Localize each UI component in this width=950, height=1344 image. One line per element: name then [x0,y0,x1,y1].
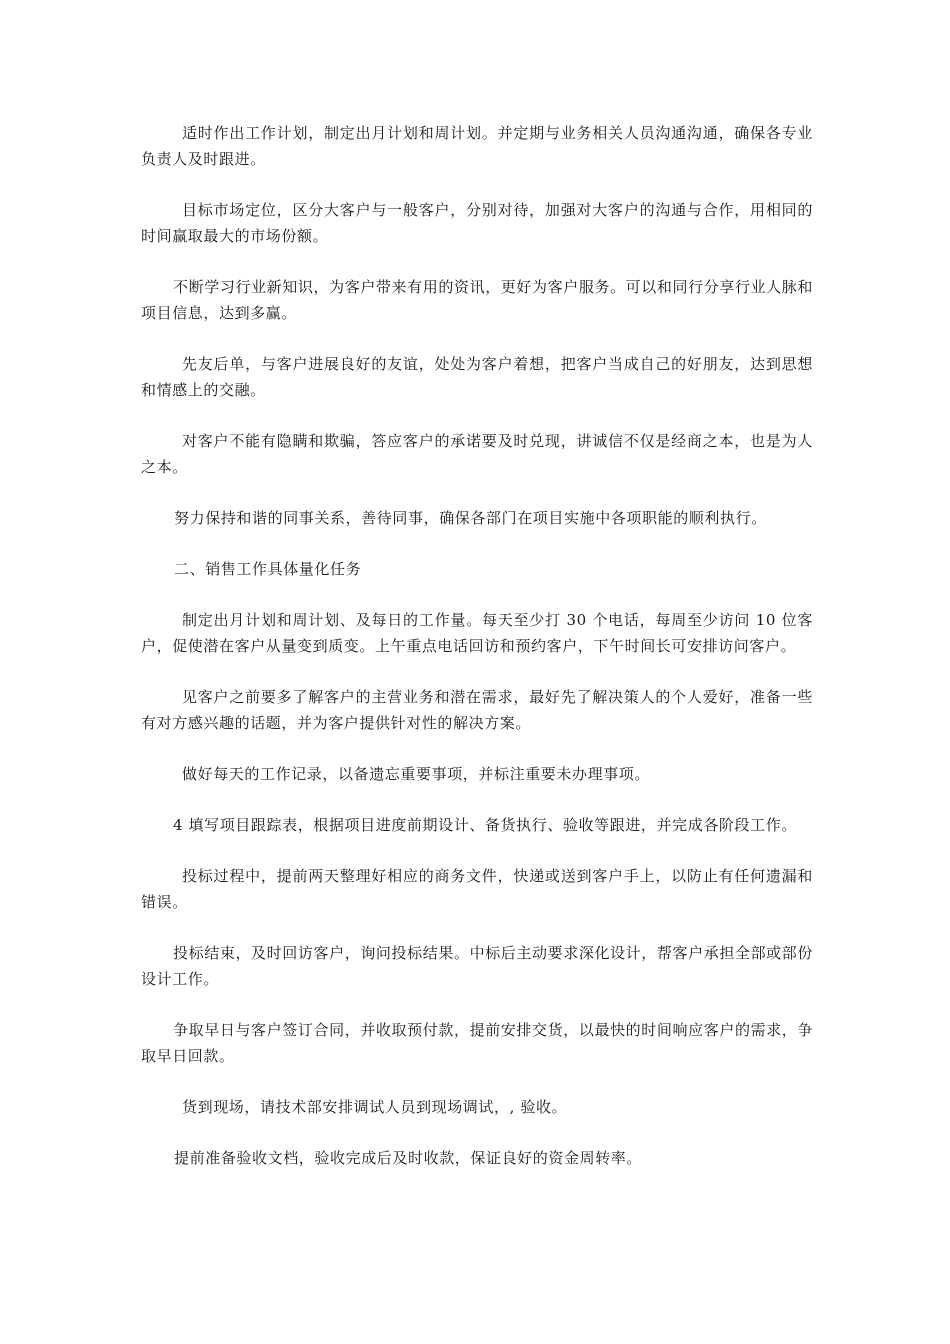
task-paragraph: 见客户之前要多了解客户的主营业务和潜在需求，最好先了解决策人的个人爱好，准备一些有对方感兴趣的话题，并为客户提供针对性的解决方案。 [141,688,813,732]
paragraph: 对客户不能有隐瞒和欺骗，答应客户的承诺要及时兑现，讲诚信不仅是经商之本，也是为人之本。 [141,432,813,476]
document-body [141,120,813,1196]
task-paragraph: 货到现场，请技术部安排调试人员到现场调试，, 验收。 [182,1098,568,1116]
task-paragraph: 投标结束，及时回访客户，询问投标结果。中标后主动要求深化设计，帮客户承担全部或部份设计工作。 [141,944,813,988]
paragraph: 先友后单，与客户进展良好的友谊，处处为客户着想，把客户当成自己的好朋友，达到思想和情感上的交融。 [141,355,813,399]
task-paragraph: 做好每天的工作记录，以备遗忘重要事项，并标注重要未办理事项。 [182,765,651,783]
task-paragraph: 提前准备验收文档，验收完成后及时收款，保证良好的资金周转率。 [174,1149,643,1167]
paragraph: 适时作出工作计划，制定出月计划和周计划。并定期与业务相关人员沟通沟通，确保各专业负责人及时跟进。 [141,124,813,168]
task-paragraph: 争取早日与客户签订合同，并收取预付款，提前安排交货，以最快的时间响应客户的需求，争取早日回款。 [141,1021,813,1065]
task-paragraph: 4 填写项目跟踪表，根据项目进度前期设计、备货执行、验收等跟进，并完成各阶段工作。 [173,816,797,834]
task-paragraph: 制定出月计划和周计划、及每日的工作量。每天至少打 30 个电话，每周至少访问 10 位客户，促使潜在客户从量变到质变。上午重点电话回访和预约客户，下午时间长可安排访问客户。 [141,611,813,655]
paragraph: 努力保持和谐的同事关系，善待同事，确保各部门在项目实施中各项职能的顺利执行。 [174,509,767,527]
task-paragraph: 投标过程中，提前两天整理好相应的商务文件，快递或送到客户手上，以防止有任何遗漏和错误。 [141,867,813,911]
paragraph: 不断学习行业新知识，为客户带来有用的资讯，更好为客户服务。可以和同行分享行业人脉和项目信息，达到多赢。 [141,278,813,322]
section-heading: 二、销售工作具体量化任务 [174,560,362,578]
paragraph: 目标市场定位，区分大客户与一般客户，分别对待，加强对大客户的沟通与合作，用相同的时间赢取最大的市场份额。 [141,201,813,245]
